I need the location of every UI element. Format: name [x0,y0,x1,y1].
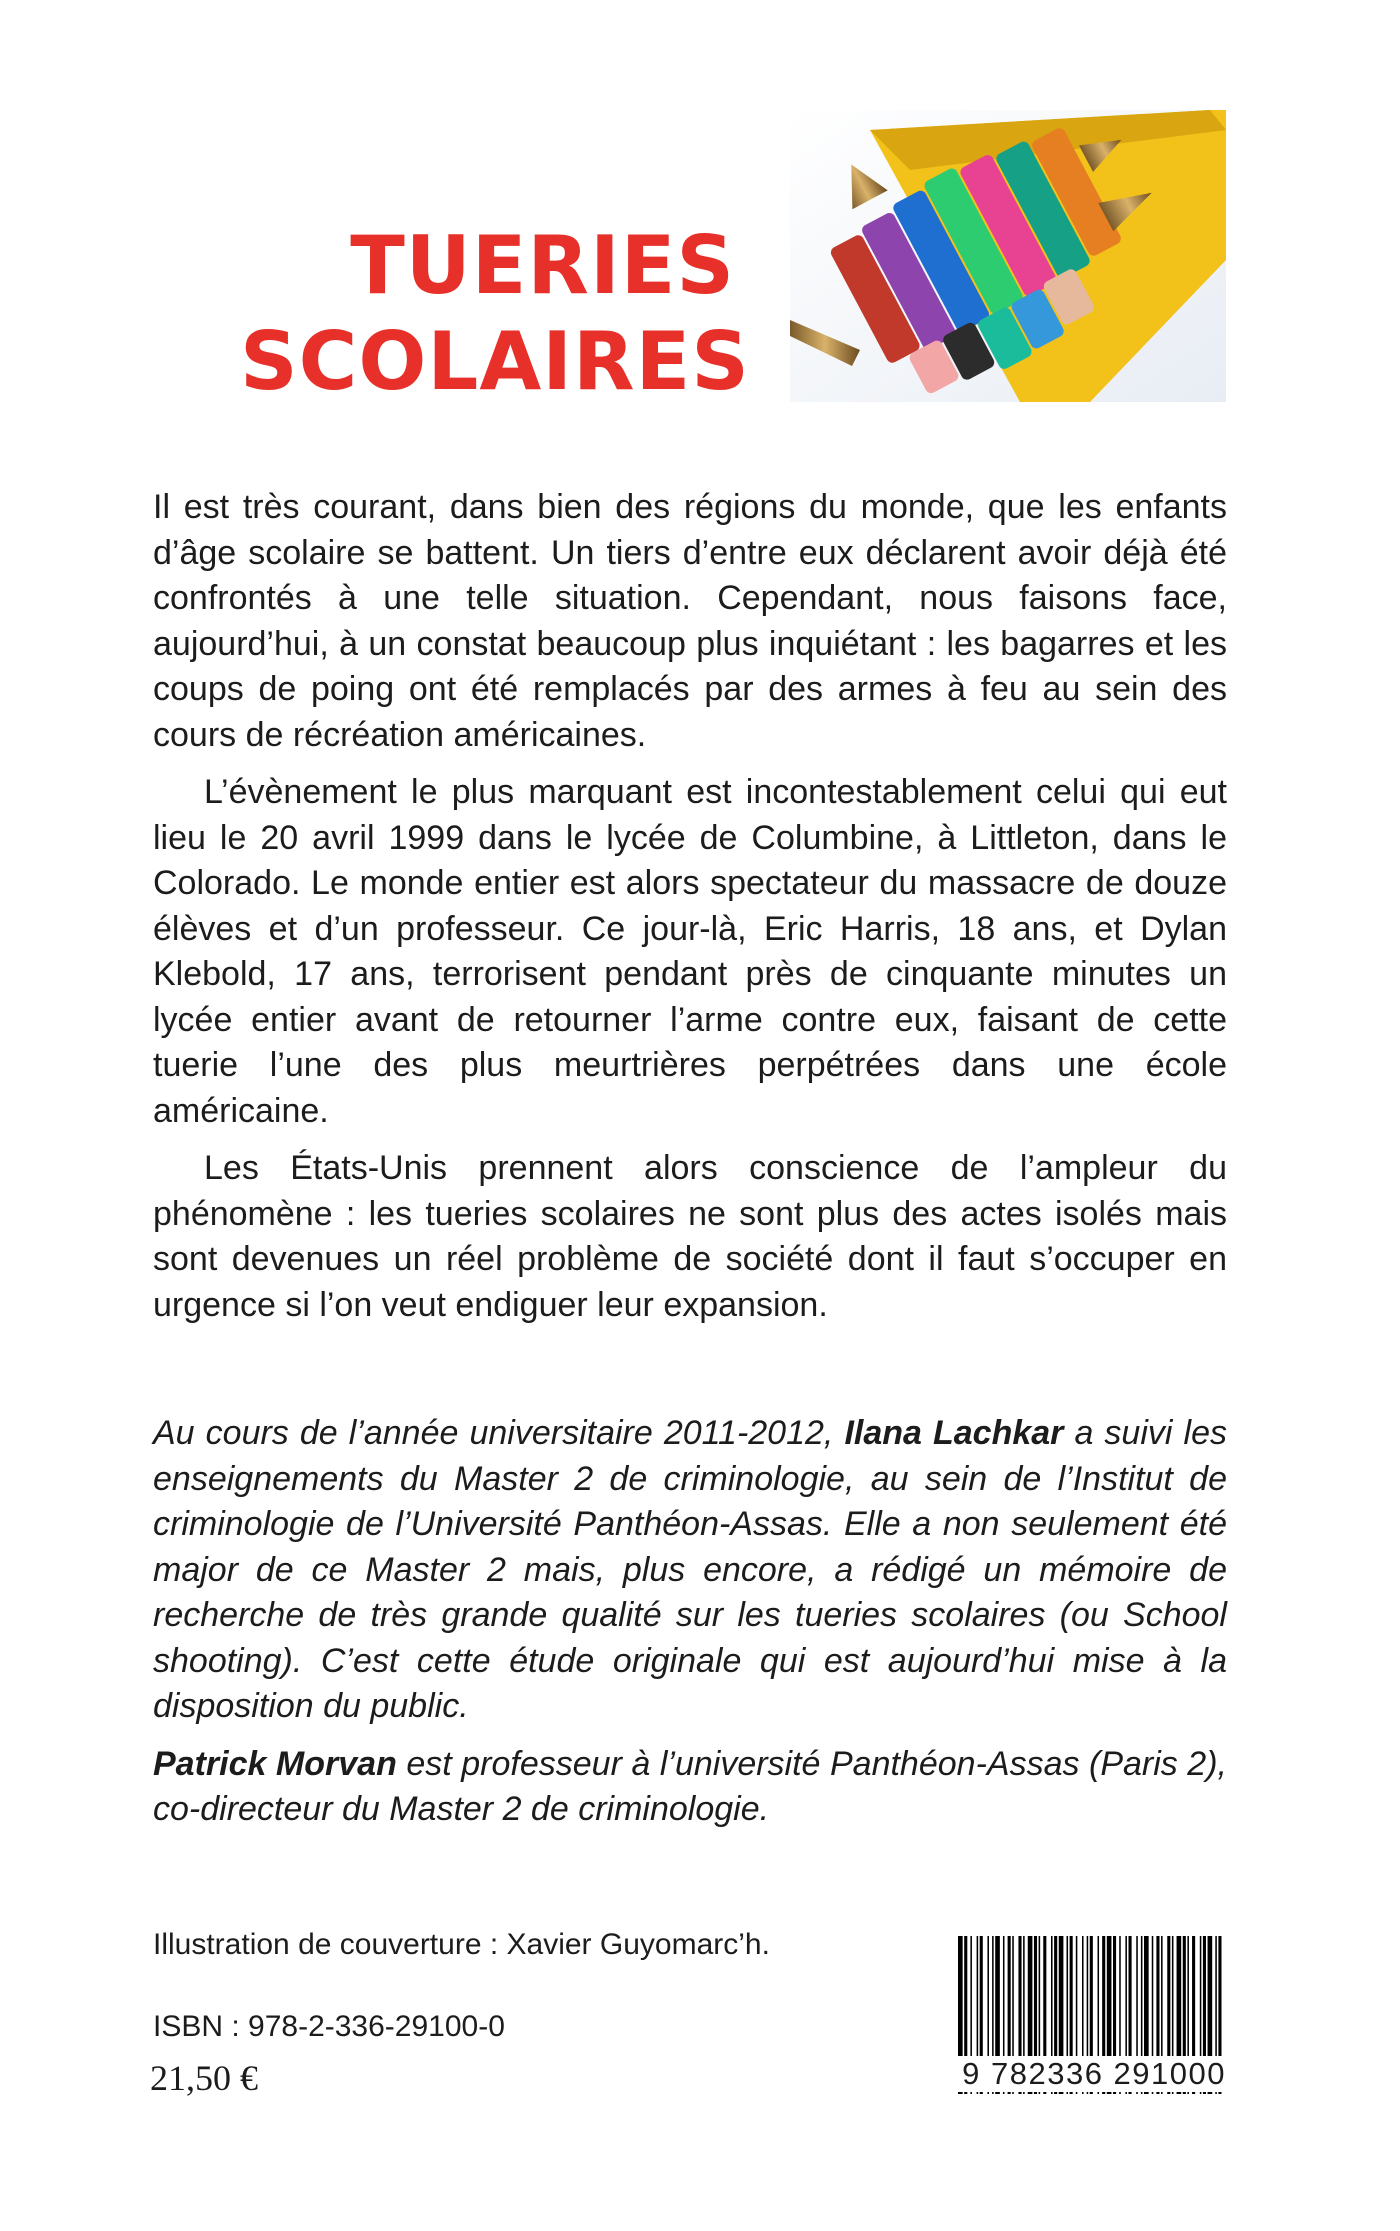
director-name: Patrick Morvan [153,1744,397,1783]
title-line-1: TUERIES [350,219,735,312]
author-bio [153,1411,1227,1845]
barcode-digits: 9 782336 291000 [942,2056,1226,2092]
author-bio-paragraph-2: Patrick Morvan est professeur à l’université Panthéon-Assas (Paris 2), co-directeur du Master 2 de criminologie. [153,1744,1227,1828]
summary-text [153,485,1227,1340]
title-line-2: SCOLAIRES [240,315,750,408]
isbn: ISBN : 978-2-336-29100-0 [153,2010,505,2043]
cover-illustration [790,110,1226,402]
summary-paragraph-2: L’évènement le plus marquant est incontestablement celui qui eut lieu le 20 avril 1999 dans le lycée de Columbine, à Littleton, dans le Colorado. Le monde entier est alors spectateur du massacre de douze élèves et d’un professeur. Ce jour-là, Eric Harris, 18 ans, et Dylan Klebold, 17 ans, terrorisent pendant près de cinquante minutes un lycée entier avant de retourner l’arme contre eux, faisant de cette tuerie l’une des plus meurtrières perpétrées dans une école américaine. [153,773,1227,1130]
price: 21,50 € [150,2058,258,2098]
illustration-credit: Illustration de couverture : Xavier Guyomarc’h. [153,1928,770,1961]
summary-paragraph-1: Il est très courant, dans bien des régions du monde, que les enfants d’âge scolaire se battent. Un tiers d’entre eux déclarent avoir déjà été confrontés à une telle situation. Cependant, nous faisons face, aujourd’hui, à un constat beaucoup plus inquiétant : les bagarres et les coups de poing ont été remplacés par des armes à feu au sein des cours de récréation américaines. [153,488,1227,754]
summary-paragraph-3: Les États-Unis prennent alors conscience de l’ampleur du phénomène : les tueries scolaires ne sont plus des actes isolés mais sont devenues un réel problème de société dont il faut s’occuper en urgence si l’on veut endiguer leur expansion. [153,1149,1227,1324]
author-name: Ilana Lachkar [844,1414,1064,1452]
book-title [240,218,750,410]
author-bio-paragraph-1: Au cours de l’année universitaire 2011-2012, Ilana Lachkar a suivi les enseignements du Master 2 de criminologie, au sein de l’Institut de criminologie de l’Université Panthéon-Assas. Elle a non seulement été major de ce Master 2 mais, plus encore, a rédigé un mémoire de recherche de très grande qualité sur les tueries scolaires (ou School shooting). C’est cette étude originale qui est aujourd’hui mise à la disposition du public. [153,1414,1227,1725]
